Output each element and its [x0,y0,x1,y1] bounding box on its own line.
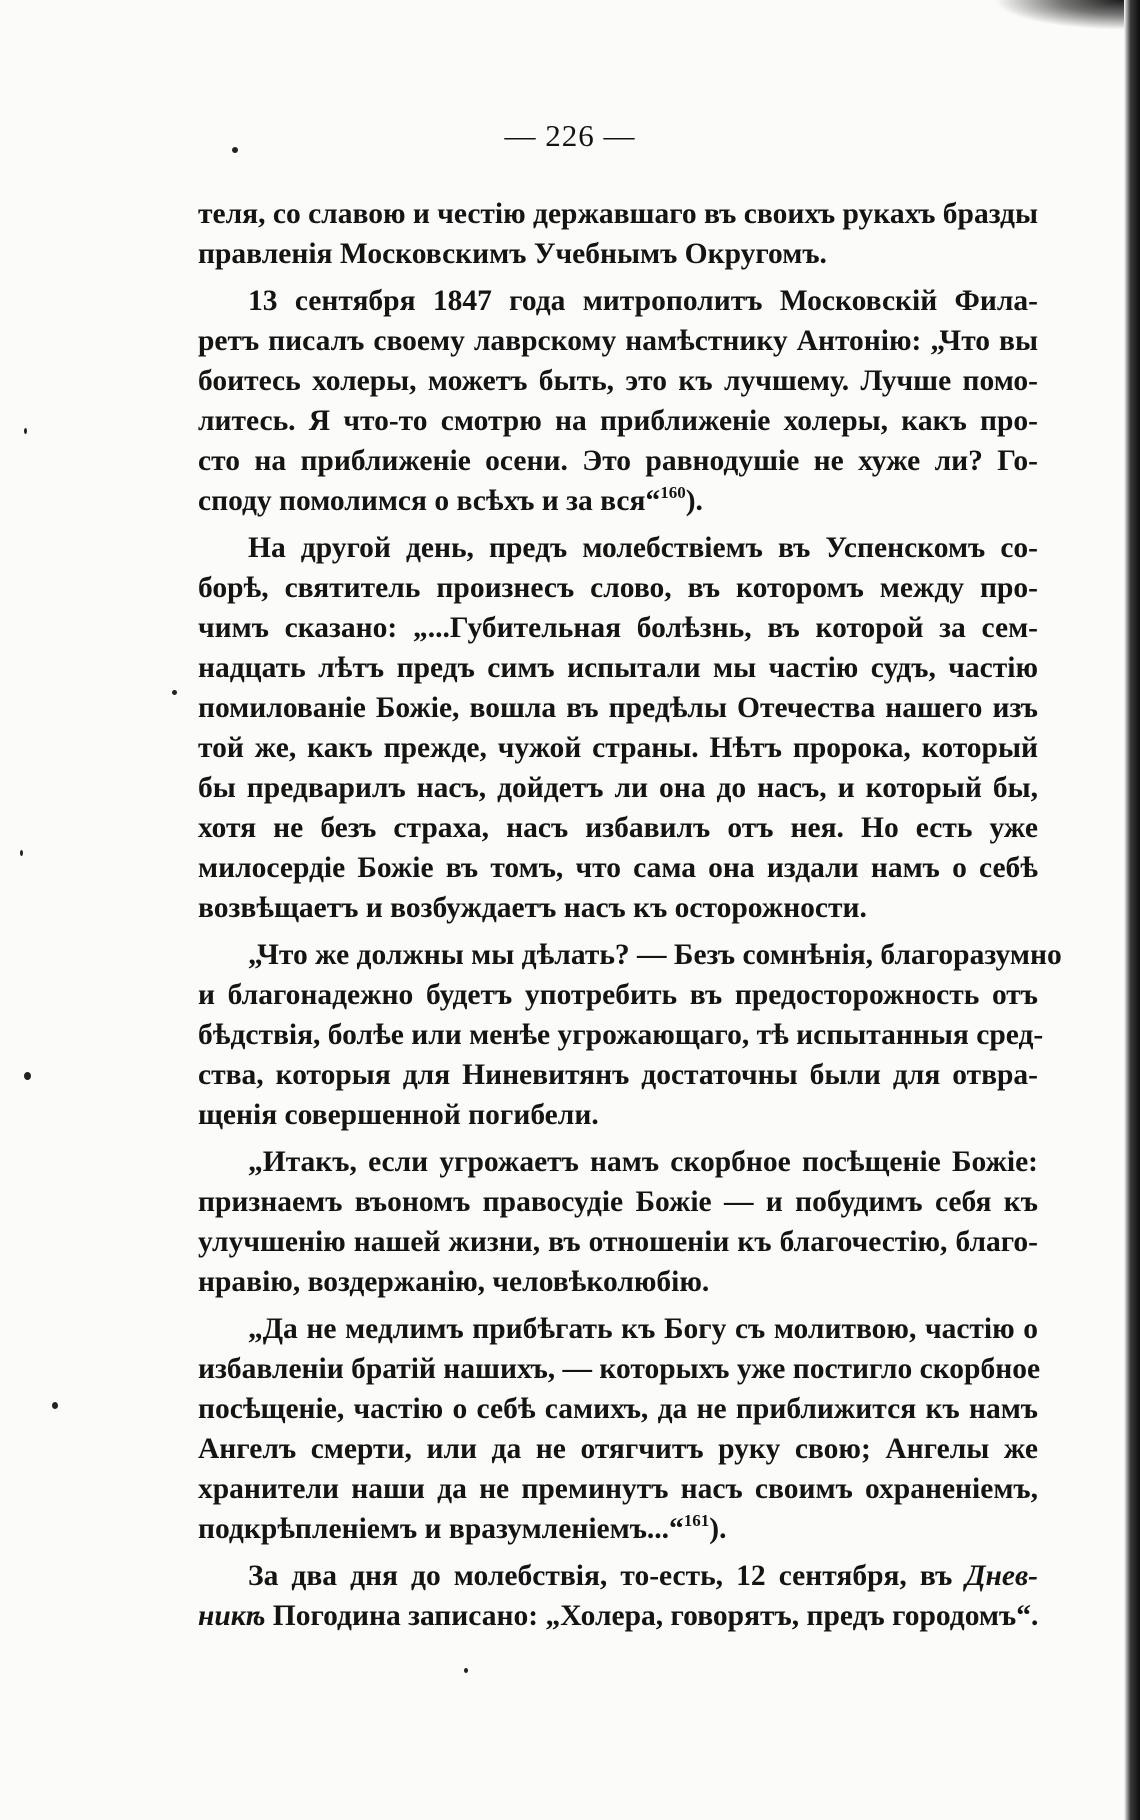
text-line: Ангелъ смерти, или да не отягчитъ руку свою; Ангелы же [198,1433,1038,1465]
text-fragment: За два дня до молебствія, то-есть, 12 сентября, въ [248,1560,953,1592]
text-line: той же, какъ прежде, чужой страны. Нѣтъ пророка, который [198,732,1038,764]
text-line: бы предварилъ насъ, дойдетъ ли она до насъ, и который бы, [198,772,1038,804]
paragraph-1 [198,194,1038,274]
text-line: 13 сентября 1847 года митрополитъ Московскій Фила- [248,285,1038,317]
scan-speck [464,1668,468,1673]
paragraph-7 [198,1556,1038,1636]
text-line: возвѣщаетъ и возбуждаетъ насъ къ осторожности. [198,892,867,924]
text-line: литесь. Я что-то смотрю на приближеніе холеры, какъ про- [198,405,1038,437]
text-line: ретъ писалъ своему лаврскому намѣстнику Антонію: „Что вы [198,325,1038,357]
text-line: надцать лѣтъ предъ симъ испытали мы частію судъ, частію [198,652,1038,684]
scan-corner-shadow [994,0,1124,30]
text-line: сто на приближеніе осени. Это равнодушіе не хуже ли? Го- [198,445,1038,477]
paragraph-3 [198,528,1038,928]
footnote-close: ). [685,485,703,517]
scan-speck [24,428,27,434]
scan-speck [232,147,238,153]
italic-fragment: Днев- [965,1560,1038,1592]
footnote-marker: 161 [683,1511,710,1530]
scan-speck [52,1402,58,1409]
text-line: улучшенію нашей жизни, въ отношеніи къ благочестію, благо- [198,1226,1038,1258]
text-line [198,1509,1038,1549]
text-line: избавленіи братій нашихъ, — которыхъ уже постигло скорбное [198,1353,1041,1385]
paragraph-5 [198,1142,1038,1302]
text-line: боитесь холеры, можетъ быть, это къ лучшему. Лучше помо- [198,365,1038,397]
text-line: чимъ сказано: „...Губительная болѣзнь, въ которой за сем- [198,612,1038,644]
text-line: посѣщеніе, частію о себѣ самихъ, да не приближится къ намъ [198,1393,1038,1425]
text-line [198,1556,1038,1596]
text-line: щенія совершенной погибели. [198,1099,599,1131]
text-line: помилованіе Божіе, вошла въ предѣлы Отечества нашего изъ [198,692,1038,724]
text-line: На другой день, предъ молебствіемъ въ Успенскомъ со- [248,532,1038,564]
page-number: — 226 — [504,118,636,153]
text-line: борѣ, святитель произнесъ слово, въ которомъ между про- [198,572,1038,604]
scan-edge-shadow [1124,0,1140,1820]
scan-speck [24,1072,31,1080]
text-line: и благонадежно будетъ употребить въ предосторожность отъ [198,979,1038,1011]
text-line: ства, которыя для Ниневитянъ достаточны были для отвра- [198,1059,1038,1091]
paragraph-4 [198,935,1062,1135]
body-text [198,194,1062,1636]
text-line: „Что же должны мы дѣлать? — Безъ сомнѣнія, благоразумно [248,939,1062,971]
text-line: бѣдствія, болѣе или менѣе угрожающаго, тѣ испытанныя сред- [198,1019,1044,1051]
text-line: теля, со славою и честію державшаго въ своихъ рукахъ бразды [198,198,1038,230]
text-fragment: споду помолимся о всѣхъ и за вся“ [198,485,661,517]
text-fragment: Погодина записано: „Холера, говорятъ, предъ городомъ“. [272,1600,1039,1632]
text-fragment: подкрѣпленіемъ и вразумленіемъ...“ [198,1513,684,1545]
footnote-close: ). [709,1513,727,1545]
text-line: милосердіе Божіе въ томъ, что сама она издали намъ о себѣ [198,852,1038,884]
text-line [198,481,1038,521]
text-line: „Итакъ, если угрожаетъ намъ скорбное посѣщеніе Божіе: [248,1146,1038,1178]
italic-fragment: никѣ [198,1600,266,1632]
text-line: признаемъ въономъ правосудіе Божіе — и побудимъ себя къ [198,1186,1038,1218]
scan-speck [20,850,23,856]
text-line: нравію, воздержанію, человѣколюбію. [198,1266,710,1298]
text-line: хранители наши да не преминутъ насъ своимъ охраненіемъ, [198,1473,1038,1505]
footnote-marker: 160 [660,483,686,502]
paragraph-2 [198,281,1038,521]
text-line [198,1596,1038,1636]
scan-speck [172,690,177,695]
text-line: хотя не безъ страха, насъ избавилъ отъ нея. Но есть уже [198,812,1038,844]
text-line: „Да не медлимъ прибѣгать къ Богу съ молитвою, частію о [248,1313,1038,1345]
paragraph-6 [198,1309,1041,1549]
text-line: правленія Московскимъ Учебнымъ Округомъ. [198,238,827,270]
